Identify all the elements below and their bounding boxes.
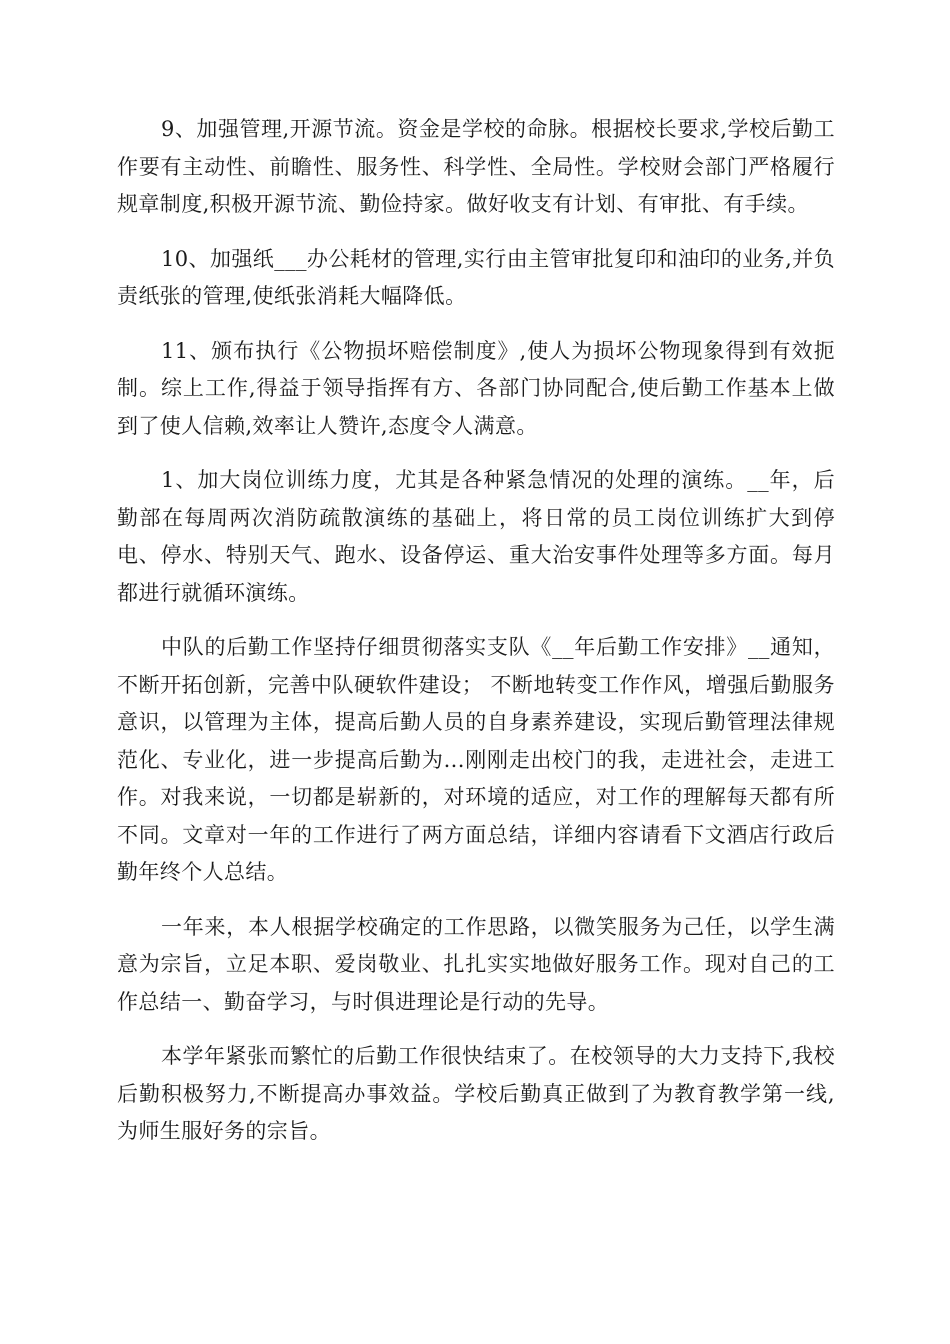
document-page — [117, 111, 835, 1168]
paragraph-squadron-logistics: 中队的后勤工作坚持仔细贯彻落实支队《__年后勤工作安排》__通知，不断开拓创新，完善中队硬软件建设； 不断地转变工作作风，增强后勤服务意识，以管理为主体，提高后勤人员的自身素养建设，实现后勤管理法律规范化、专业化，进一步提高后勤为...刚刚走出校门的我，走进社会，走进工作。对我来说，一切都是崭新的，对环境的适应，对工作的理解每天都有所不同。文章对一年的工作进行了两方面总结，详细内容请看下文酒店行政后勤年终个人总结。 — [117, 635, 835, 884]
paragraph-item-10: 10、加强纸___办公耗材的管理,实行由主管审批复印和油印的业务,并负责纸张的管理,使纸张消耗大幅降低。 — [117, 246, 835, 308]
paragraph-year-review: 一年来，本人根据学校确定的工作思路，以微笑服务为己任，以学生满意为宗旨，立足本职、爱岗敬业、扎扎实实地做好服务工作。现对自己的工作总结一、勤奋学习，与时俱进理论是行动的先导。 — [117, 914, 835, 1014]
paragraph-item-9: 9、加强管理,开源节流。资金是学校的命脉。根据校长要求,学校后勤工作要有主动性、前瞻性、服务性、科学性、全局性。学校财会部门严格履行规章制度,积极开源节流、勤俭持家。做好收支有计划、有审批、有手续。 — [117, 117, 835, 216]
paragraph-item-11: 11、颁布执行《公物损坏赔偿制度》,使人为损坏公物现象得到有效扼制。综上工作,得益于领导指挥有方、各部门协同配合,使后勤工作基本上做到了使人信赖,效率让人赞许,态度令人满意。 — [117, 338, 835, 438]
paragraph-item-1: 1、加大岗位训练力度，尤其是各种紧急情况的处理的演练。__年，后勤部在每周两次消防疏散演练的基础上，将日常的员工岗位训练扩大到停电、停水、特别天气、跑水、设备停运、重大治安事件处理等多方面。每月都进行就循环演练。 — [117, 468, 835, 605]
paragraph-school-year-summary: 本学年紧张而繁忙的后勤工作很快结束了。在校领导的大力支持下,我校后勤积极努力,不断提高办事效益。学校后勤真正做到了为教育教学第一线,为师生服好务的宗旨。 — [117, 1044, 835, 1143]
